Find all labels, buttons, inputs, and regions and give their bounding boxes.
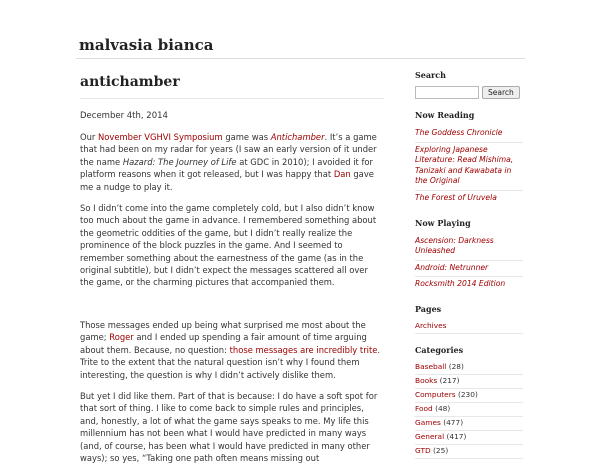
search-form: [415, 86, 523, 99]
antichamber-link-text: Antichamber: [270, 132, 325, 142]
search-widget: [415, 70, 523, 99]
paragraph-text: gave me a nudge to play it.: [80, 169, 374, 192]
post-date: December 4th, 2014: [80, 111, 168, 121]
roger-link[interactable]: Roger: [109, 332, 134, 343]
category-item: [415, 361, 523, 375]
categories-widget: [415, 345, 523, 459]
category-link[interactable]: GTD: [415, 445, 431, 455]
paragraph-text: at GDC in 2010); I avoided it for platform reasons when it got released, but I was happy that: [80, 156, 373, 180]
category-count: (28): [448, 361, 464, 371]
game-title-text: Hazard: The Journey of Life: [122, 156, 237, 167]
categories-list: [415, 361, 523, 459]
post-paragraph: So I didn’t come into the game completely cold, but I also didn’t know too much about the game in advance. I remembered something about the geometric oddities of the game, but I didn’t really realize the prominence of the block puzzles in the game. And I seemed to remember something about the earnestness of the game (as in the original subtitle), but I didn’t expect the messages scattered all over the game, or the charming pictures that accompanied them.: [80, 203, 377, 288]
now-reading-list: [415, 126, 523, 207]
category-link[interactable]: Books: [415, 375, 438, 385]
post-content: [80, 74, 384, 473]
category-item: [415, 445, 523, 459]
pages-widget: [415, 304, 523, 334]
trite-messages-link[interactable]: those messages are incredibly trite: [229, 344, 378, 355]
antichamber-link[interactable]: [271, 132, 325, 142]
now-playing-title: Now Playing: [415, 217, 471, 228]
now-playing-widget: [415, 218, 523, 293]
post-paragraph: [80, 131, 384, 193]
category-link[interactable]: Food: [415, 403, 433, 413]
sidebar: [415, 70, 523, 470]
now-reading-item[interactable]: Exploring Japanese Literature: Read Mishima, Tanizaki and Kawabata in the Original: [415, 143, 523, 191]
category-count: (417): [446, 431, 467, 441]
category-count: (25): [433, 445, 449, 455]
category-item: [415, 431, 523, 445]
paragraph-text: Our: [80, 132, 99, 142]
site-title[interactable]: malvasia bianca: [79, 36, 214, 54]
post-paragraph: [80, 319, 384, 381]
post-title[interactable]: antichamber: [80, 74, 384, 99]
now-playing-item[interactable]: Rocksmith 2014 Edition: [415, 279, 506, 289]
search-widget-title: Search: [415, 70, 446, 80]
category-count: (477): [443, 417, 464, 427]
archives-link[interactable]: Archives: [415, 320, 447, 330]
paragraph-text: game was: [222, 132, 271, 142]
post-body: [80, 131, 384, 464]
category-count: (48): [435, 403, 451, 413]
category-item: [415, 417, 523, 431]
category-link[interactable]: Baseball: [415, 361, 447, 371]
post-paragraph: But yet I did like them. Part of that is because: I do have a soft spot for that sort of thing. I like to come back to simple rules and principles, and, honestly, a lot of what the game says speaks to me. My life this millennium has not been what I would have predicted in many ways (and, of course, has been what I would have predicted in many other ways); so yes, “Taking one path often means missing out: [80, 390, 378, 463]
header-divider: [76, 58, 525, 59]
dan-link[interactable]: Dan: [333, 169, 351, 180]
page-link-archives[interactable]: [415, 320, 523, 334]
category-count: (217): [439, 375, 460, 385]
now-reading-widget: [415, 110, 523, 207]
categories-title: Categories: [415, 344, 464, 355]
category-count: (230): [457, 389, 478, 399]
category-link[interactable]: Computers: [415, 389, 456, 399]
paragraph-text: Those messages ended up being what surprised me most about the game;: [80, 319, 366, 343]
vghvi-symposium-link[interactable]: November VGHVI Symposium: [98, 132, 223, 142]
category-item: [415, 375, 523, 389]
pages-list: [415, 320, 523, 334]
category-item: [415, 403, 523, 417]
now-reading-item[interactable]: The Forest of Uruvela: [415, 192, 497, 202]
category-item: [415, 389, 523, 403]
pages-title: Pages: [415, 303, 442, 314]
paragraph-text: and I ended up spending a fair amount of time arguing about them. Because, no question:: [80, 332, 367, 355]
category-link[interactable]: General: [415, 431, 445, 441]
paragraph-text: . Trite to the extent that the natural question isn’t why I found them interesting, the question is why I didn’t actively dislike them.: [80, 344, 381, 380]
search-input[interactable]: [415, 86, 479, 99]
now-playing-list: [415, 234, 523, 293]
paragraph-text: . It’s a game that had been on my radar for years (I saw an early version of it under the name: [80, 132, 377, 167]
search-button[interactable]: Search: [482, 86, 520, 99]
now-playing-item[interactable]: Ascension: Darkness Unleashed: [415, 234, 523, 261]
category-link[interactable]: Games: [415, 417, 441, 427]
now-playing-item[interactable]: Android: Netrunner: [415, 261, 523, 278]
now-reading-title: Now Reading: [415, 110, 475, 120]
now-reading-item[interactable]: The Goddess Chronicle: [415, 126, 523, 143]
